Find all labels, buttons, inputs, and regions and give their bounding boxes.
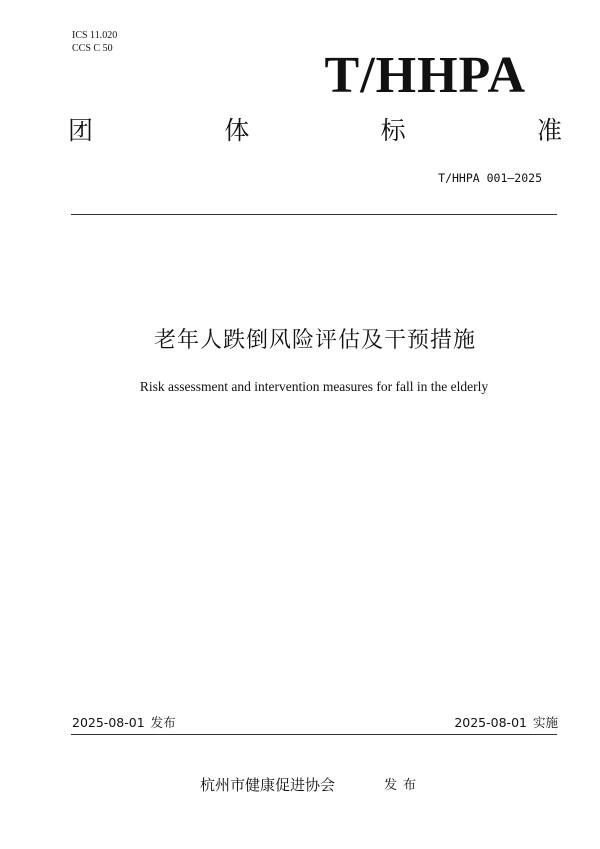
issue-label: 发布 [150,715,176,730]
top-divider [71,214,557,215]
standard-type-char: 标 [380,116,406,145]
ccs-code: CCS C 50 [72,43,113,54]
document-title-chinese: 老年人跌倒风险评估及干预措施 [153,328,476,353]
implementation-date-line [454,714,558,732]
standard-number: T/HHPA 001—2025 [438,171,542,185]
implementation-date: 2025-08-01 [454,715,527,730]
ics-code: ICS 11.020 [72,30,118,41]
implementation-label: 实施 [532,715,558,730]
publisher-name: 杭州市健康促进协会 [200,776,336,794]
standard-type-char: 体 [224,116,250,145]
issue-date: 2025-08-01 [72,715,145,730]
standard-type-char: 团 [68,116,94,145]
publisher-action: 发布 [384,778,423,793]
standard-code-heading: T/HHPA [324,47,526,104]
issue-date-line [72,714,176,732]
document-title-english: Risk assessment and intervention measures for fall in the elderly [139,379,489,394]
standard-type-heading [68,114,562,148]
bottom-divider [71,734,557,735]
standard-type-char: 准 [536,116,562,145]
